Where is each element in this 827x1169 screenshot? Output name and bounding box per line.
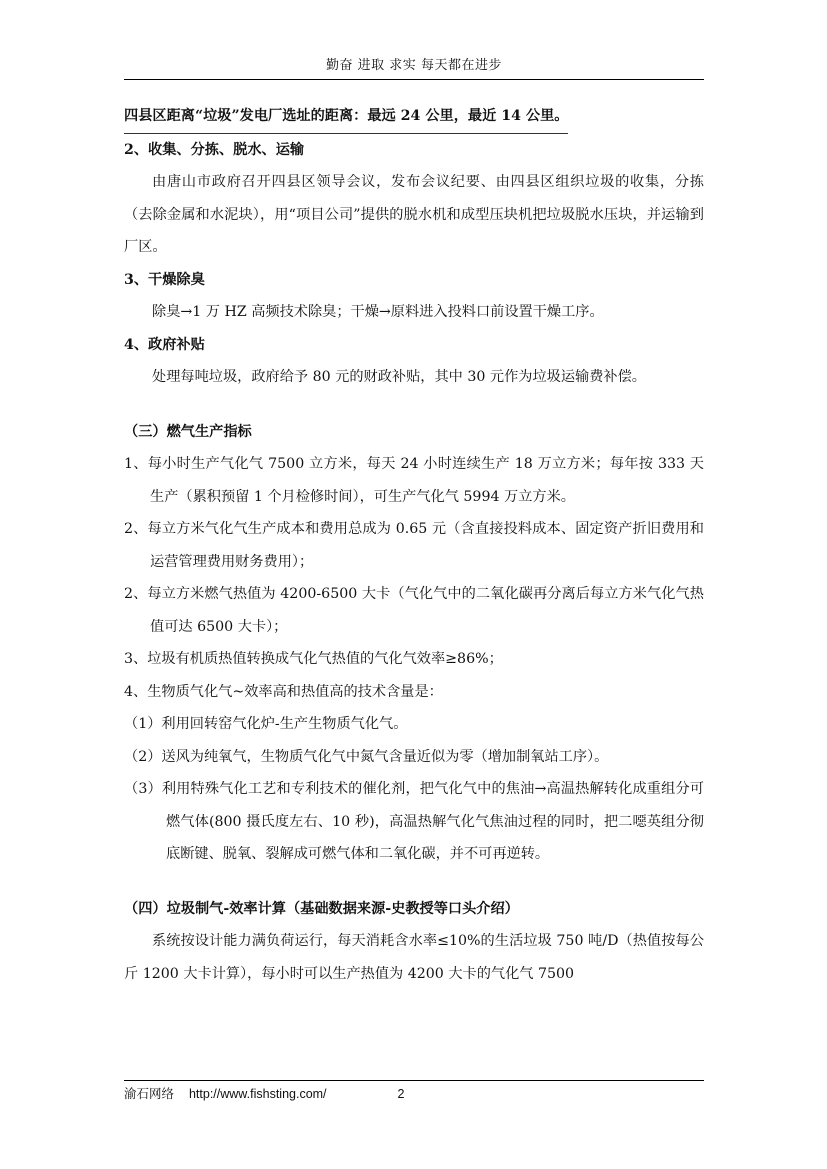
page-number: 2 (397, 1087, 405, 1101)
gas-indicators-title: （三）燃气生产指标 (124, 423, 252, 440)
indicator-item-4: 3、垃圾有机质热值转换成气化气热值的气化气效率≥86%； (124, 651, 503, 667)
section-2-text: 由唐山市政府召开四县区领导会议，发布会议纪要、由四县区组织垃圾的收集，分拣（去除金属和水泥块），用“项目公司”提供的脱水机和成型压块机把垃圾脱水压块，并运输到厂区。 (124, 174, 704, 255)
section-4-title: 4、政府补贴 (124, 336, 205, 353)
page-header-motto: 勤奋 进取 求实 每天都在进步 (326, 58, 502, 73)
tech-sub-item-3: （3）利用特殊气化工艺和专利技术的催化剂，把气化气中的焦油→高温热解转化成重组分可燃气体(800 摄氏度左右、10 秒)，高温热解气化气焦油过程的同时，把二噁英组分彻底断键、脱氧、裂解成可燃气体和二氧化碳，并不可再逆转。 (124, 781, 704, 862)
indicator-item-3: 2、每立方米燃气热值为 4200-6500 大卡（气化气中的二氧化碳再分离后每立方米气化气热值可达 6500 大卡）； (124, 586, 704, 635)
section-4-text: 处理每吨垃圾，政府给予 80 元的财政补贴，其中 30 元作为垃圾运输费补偿。 (152, 369, 646, 385)
efficiency-calc-title: （四）垃圾制气-效率计算（基础数据来源-史教授等口头介绍） (124, 900, 519, 917)
section-2-title: 2、收集、分拣、脱水、运输 (124, 141, 305, 158)
efficiency-calc-text: 系统按设计能力满负荷运行，每天消耗含水率≤10%的生活垃圾 750 吨/D（热值按每公斤 1200 大卡计算），每小时可以生产热值为 4200 大卡的气化气 7500 (124, 933, 704, 982)
tech-sub-item-2: （2）送风为纯氧气，生物质气化气中氮气含量近似为零（增加制氧站工序）。 (124, 748, 609, 765)
footer-site-name: 渝石网络 (124, 1087, 175, 1101)
indicator-item-2: 2、每立方米气化气生产成本和费用总成为 0.65 元（含直接投料成本、固定资产折旧费用和运营管理费用财务费用）； (124, 521, 704, 570)
tech-sub-item-1: （1）利用回转窑气化炉-生产生物质气化气。 (124, 716, 408, 732)
distance-line (124, 100, 704, 134)
section-3-text: 除臭→1 万 HZ 高频技术除臭；干燥→原料进入投料口前设置干燥工序。 (152, 304, 604, 320)
spacer (124, 871, 704, 893)
spacer (124, 394, 704, 416)
footer-rule (124, 1080, 704, 1081)
distance-line-text: 四县区距离“垃圾”发电厂选址的距离：最远 24 公里，最近 14 公里。 (124, 100, 568, 134)
page-footer (124, 1084, 404, 1102)
footer-url-link[interactable]: http://www.fishsting.com/ (188, 1087, 327, 1101)
document-body (124, 100, 704, 990)
section-3-title: 3、干燥除臭 (124, 271, 205, 288)
indicator-item-5: 4、生物质气化气~效率高和热值高的技术含量是： (124, 683, 443, 700)
indicator-item-1: 1、每小时生产气化气 7500 立方米，每天 24 小时连续生产 18 万立方米；每年按 333 天生产（累积预留 1 个月检修时间），可生产气化气 5994 万立方米。 (124, 456, 704, 505)
header-rule (124, 79, 704, 80)
